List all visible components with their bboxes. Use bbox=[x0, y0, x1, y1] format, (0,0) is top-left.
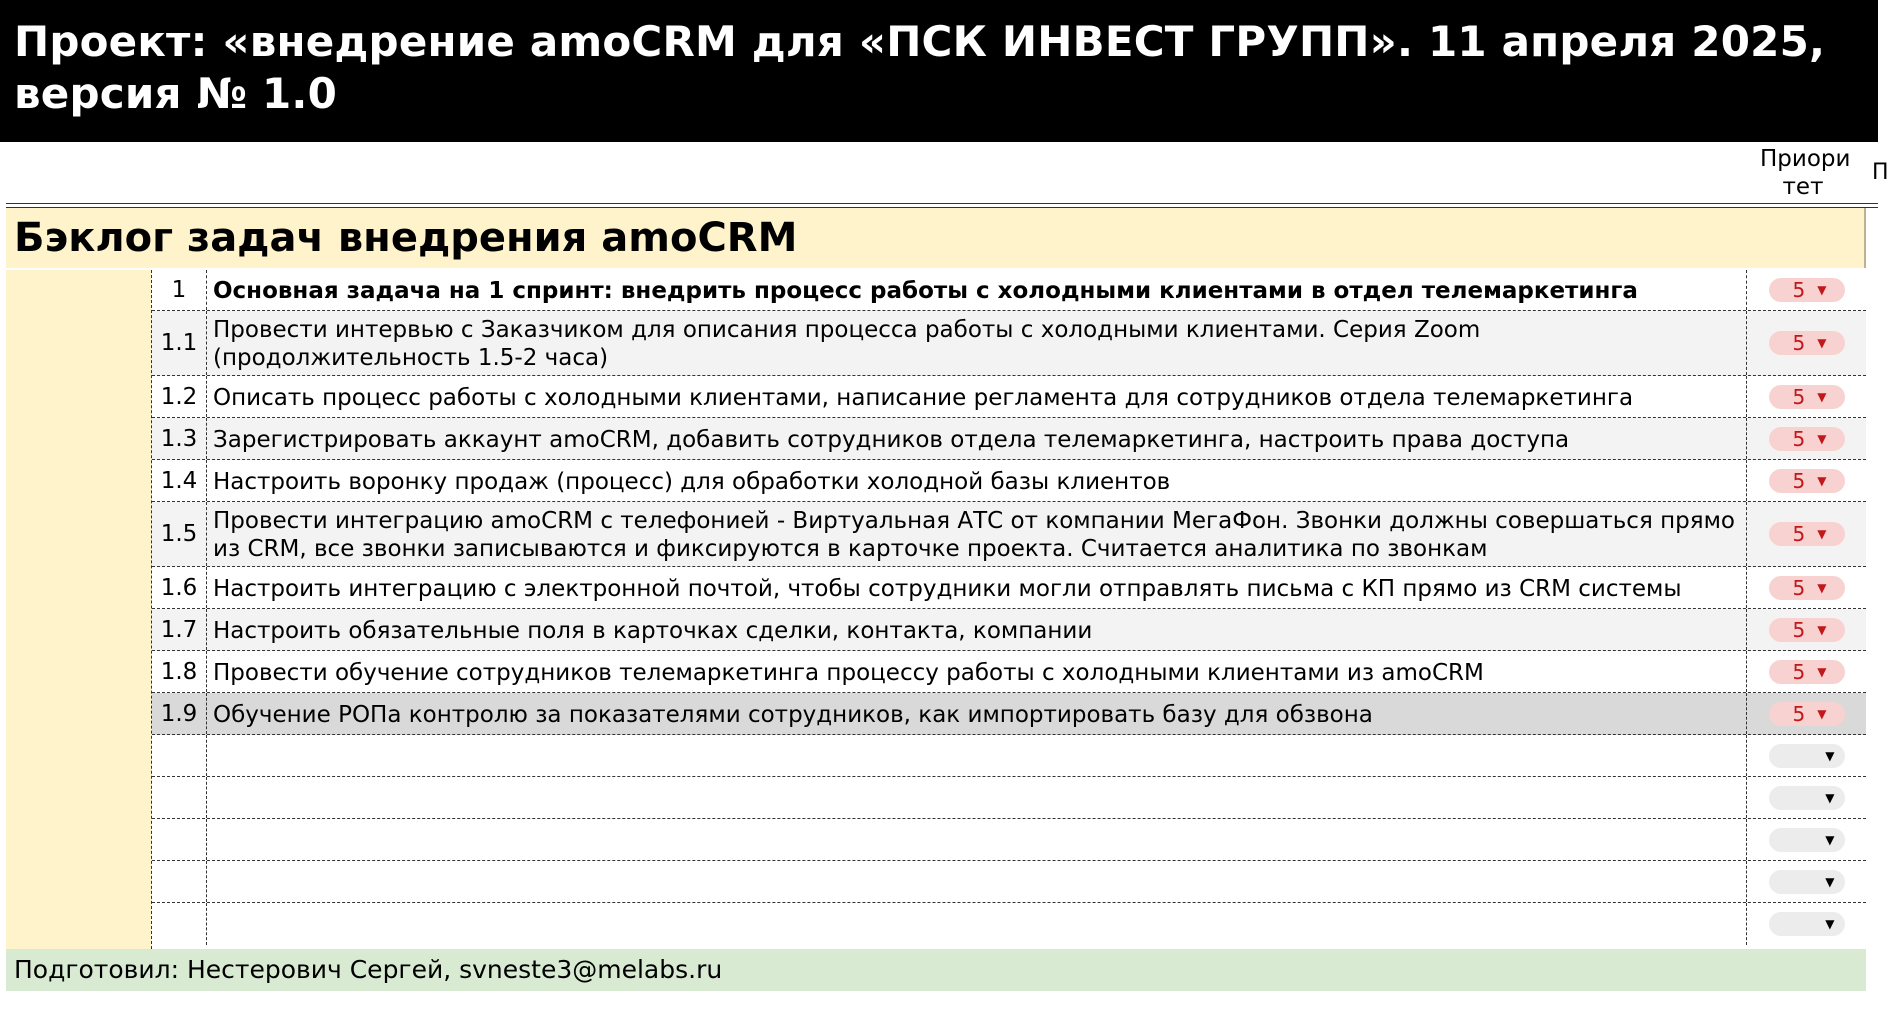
task-number bbox=[152, 861, 207, 902]
task-text[interactable] bbox=[207, 735, 1747, 776]
task-row[interactable] bbox=[152, 311, 1866, 376]
priority-cell bbox=[1747, 777, 1866, 818]
task-number: 1.8 bbox=[152, 651, 207, 692]
priority-cell bbox=[1747, 502, 1866, 566]
task-text[interactable]: Настроить воронку продаж (процесс) для обработки холодной базы клиентов bbox=[207, 460, 1747, 501]
task-number: 1 bbox=[152, 270, 207, 310]
priority-dropdown[interactable] bbox=[1769, 618, 1845, 642]
chevron-down-icon: ▼ bbox=[1817, 664, 1827, 679]
task-row[interactable] bbox=[152, 502, 1866, 567]
priority-dropdown[interactable] bbox=[1769, 744, 1845, 768]
task-text[interactable]: Описать процесс работы с холодными клиентами, написание регламента для сотрудников отдела телемаркетинга bbox=[207, 376, 1747, 417]
task-row-selected[interactable] bbox=[152, 693, 1866, 735]
task-text[interactable] bbox=[207, 903, 1747, 945]
priority-dropdown[interactable] bbox=[1769, 331, 1845, 355]
priority-value: 5 bbox=[1792, 617, 1806, 642]
priority-value: 5 bbox=[1792, 331, 1806, 355]
task-text[interactable]: Настроить обязательные поля в карточках сделки, контакта, компании bbox=[207, 609, 1747, 650]
priority-cell bbox=[1747, 903, 1866, 945]
priority-dropdown[interactable] bbox=[1769, 660, 1845, 684]
priority-dropdown[interactable] bbox=[1769, 576, 1845, 600]
chevron-down-icon: ▼ bbox=[1817, 706, 1827, 721]
backlog-section-title: Бэклог задач внедрения amoCRM bbox=[14, 215, 798, 261]
task-number bbox=[152, 819, 207, 860]
task-text[interactable] bbox=[207, 861, 1747, 902]
header-rule-top bbox=[6, 203, 1878, 204]
task-number bbox=[152, 903, 207, 945]
task-table bbox=[152, 270, 1866, 945]
priority-dropdown[interactable] bbox=[1769, 702, 1845, 726]
task-text[interactable]: Провести интеграцию amoCRM с телефонией - Виртуальная АТС от компании МегаФон. Звонки должны совершаться прямо из CRM, все звонки записываются и фиксируются в карточке проекта. Считается аналитика по звонкам bbox=[207, 502, 1747, 566]
priority-cell bbox=[1747, 376, 1866, 417]
chevron-down-icon: ▼ bbox=[1817, 527, 1827, 541]
task-text[interactable]: Провести интервью с Заказчиком для описания процесса работы с холодными клиентами. Серия Zoom (продолжительность 1.5-2 часа) bbox=[207, 311, 1747, 375]
priority-cell bbox=[1747, 270, 1866, 310]
task-row[interactable] bbox=[152, 376, 1866, 418]
priority-cell bbox=[1747, 819, 1866, 860]
task-number: 1.9 bbox=[152, 693, 207, 734]
task-number: 1.5 bbox=[152, 502, 207, 566]
task-number: 1.3 bbox=[152, 418, 207, 459]
chevron-down-icon: ▼ bbox=[1817, 622, 1827, 637]
task-text[interactable] bbox=[207, 819, 1747, 860]
task-text[interactable] bbox=[207, 777, 1747, 818]
task-row[interactable] bbox=[152, 651, 1866, 693]
priority-value: 5 bbox=[1792, 522, 1806, 546]
document-title-bar bbox=[0, 0, 1878, 142]
priority-dropdown[interactable] bbox=[1769, 427, 1845, 451]
priority-cell bbox=[1747, 460, 1866, 501]
chevron-down-icon: ▼ bbox=[1817, 336, 1827, 350]
task-number: 1.1 bbox=[152, 311, 207, 375]
left-group-column bbox=[6, 270, 152, 949]
task-row[interactable] bbox=[152, 460, 1866, 502]
chevron-down-icon: ▼ bbox=[1817, 431, 1827, 446]
empty-task-row[interactable] bbox=[152, 735, 1866, 777]
priority-dropdown[interactable] bbox=[1769, 469, 1845, 493]
chevron-down-icon: ▼ bbox=[1817, 473, 1827, 488]
chevron-down-icon: ▼ bbox=[1817, 389, 1827, 404]
task-text[interactable]: Обучение РОПа контролю за показателями сотрудников, как импортировать базу для обзвона bbox=[207, 693, 1747, 734]
priority-cell bbox=[1747, 693, 1866, 734]
chevron-down-icon: ▼ bbox=[1817, 283, 1827, 297]
empty-task-row[interactable] bbox=[152, 903, 1866, 945]
priority-value: 5 bbox=[1792, 384, 1806, 409]
priority-dropdown[interactable] bbox=[1769, 828, 1845, 852]
priority-value: 5 bbox=[1792, 659, 1806, 684]
chevron-down-icon: ▼ bbox=[1817, 580, 1827, 595]
task-text[interactable]: Настроить интеграцию с электронной почтой, чтобы сотрудники могли отправлять письма с КП прямо из CRM системы bbox=[207, 567, 1747, 608]
empty-task-row[interactable] bbox=[152, 861, 1866, 903]
empty-task-row[interactable] bbox=[152, 777, 1866, 819]
priority-cell bbox=[1747, 418, 1866, 459]
chevron-down-icon: ▼ bbox=[1825, 874, 1835, 889]
task-text[interactable]: Основная задача на 1 спринт: внедрить процесс работы с холодными клиентами в отдел телемаркетинга bbox=[207, 270, 1747, 310]
priority-dropdown[interactable] bbox=[1769, 278, 1845, 302]
next-column-header: П bbox=[1872, 160, 1889, 185]
priority-column-header: Приори тет bbox=[1760, 146, 1851, 200]
priority-cell bbox=[1747, 861, 1866, 902]
task-number: 1.4 bbox=[152, 460, 207, 501]
task-text[interactable]: Провести обучение сотрудников телемаркетинга процессу работы с холодными клиентами из amoCRM bbox=[207, 651, 1747, 692]
prepared-by-footer: Подготовил: Нестерович Сергей, svneste3@melabs.ru bbox=[6, 949, 1866, 991]
chevron-down-icon: ▼ bbox=[1825, 790, 1835, 805]
chevron-down-icon: ▼ bbox=[1825, 832, 1835, 847]
priority-dropdown[interactable] bbox=[1769, 912, 1845, 936]
task-number: 1.6 bbox=[152, 567, 207, 608]
priority-value: 5 bbox=[1792, 701, 1806, 726]
priority-dropdown[interactable] bbox=[1769, 385, 1845, 409]
chevron-down-icon: ▼ bbox=[1825, 748, 1835, 763]
priority-cell bbox=[1747, 651, 1866, 692]
task-row[interactable] bbox=[152, 418, 1866, 460]
priority-cell bbox=[1747, 735, 1866, 776]
task-number bbox=[152, 777, 207, 818]
priority-value: 5 bbox=[1792, 278, 1806, 302]
priority-value: 5 bbox=[1792, 468, 1806, 493]
chevron-down-icon: ▼ bbox=[1825, 917, 1835, 931]
task-number bbox=[152, 735, 207, 776]
task-number: 1.7 bbox=[152, 609, 207, 650]
priority-dropdown[interactable] bbox=[1769, 786, 1845, 810]
backlog-section-header bbox=[6, 208, 1866, 268]
task-row[interactable] bbox=[152, 567, 1866, 609]
task-text[interactable]: Зарегистрировать аккаунт amoCRM, добавить сотрудников отдела телемаркетинга, настроить права доступа bbox=[207, 418, 1747, 459]
task-row[interactable] bbox=[152, 609, 1866, 651]
task-number: 1.2 bbox=[152, 376, 207, 417]
priority-dropdown[interactable] bbox=[1769, 870, 1845, 894]
priority-value: 5 bbox=[1792, 426, 1806, 451]
empty-task-row[interactable] bbox=[152, 819, 1866, 861]
priority-cell bbox=[1747, 609, 1866, 650]
priority-cell bbox=[1747, 567, 1866, 608]
document-title: Проект: «внедрение amoCRM для «ПСК ИНВЕСТ ГРУПП». 11 апреля 2025, версия № 1.0 bbox=[14, 17, 1826, 118]
task-row[interactable] bbox=[152, 270, 1866, 311]
priority-value: 5 bbox=[1792, 575, 1806, 600]
priority-cell bbox=[1747, 311, 1866, 375]
priority-dropdown[interactable] bbox=[1769, 522, 1845, 546]
